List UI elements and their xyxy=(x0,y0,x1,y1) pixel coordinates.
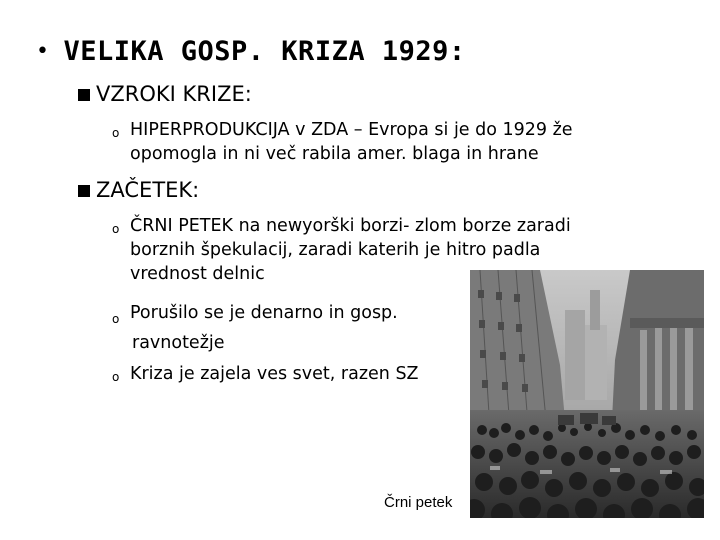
bullet-icon: • xyxy=(36,39,50,64)
square-bullet-icon xyxy=(78,185,90,197)
slide-title-text: VELIKA GOSP. KRIZA 1929: xyxy=(63,36,466,67)
circle-bullet-icon: o xyxy=(112,312,120,326)
list-item-kriza-svet: o Kriza je zajela ves svet, razen SZ xyxy=(112,362,472,386)
section-heading-zacetek: ZAČETEK: xyxy=(78,178,199,202)
square-bullet-icon xyxy=(78,89,90,101)
circle-bullet-icon: o xyxy=(112,126,120,140)
list-item-porusilo: o Porušilo se je denarno in gosp. ravnotežje xyxy=(112,303,398,353)
photo-caption: Črni petek xyxy=(384,494,453,511)
slide-title xyxy=(36,36,466,67)
crowd-photo xyxy=(470,270,704,518)
circle-bullet-icon: o xyxy=(112,370,120,384)
circle-bullet-icon: o xyxy=(112,222,120,236)
crowd-photo-image xyxy=(470,270,704,518)
section-heading-vzroki: VZROKI KRIZE: xyxy=(78,82,252,106)
list-item-crni-petek: o ČRNI PETEK na newyorški borzi- zlom borze zaradi borznih špekulacij, zaradi katerih je hitro padla vrednost delnic xyxy=(112,216,571,284)
list-item-hiperprodukcija: o HIPERPRODUKCIJA v ZDA – Evropa si je do 1929 že opomogla in ni več rabila amer. blaga in hrane xyxy=(112,120,573,164)
